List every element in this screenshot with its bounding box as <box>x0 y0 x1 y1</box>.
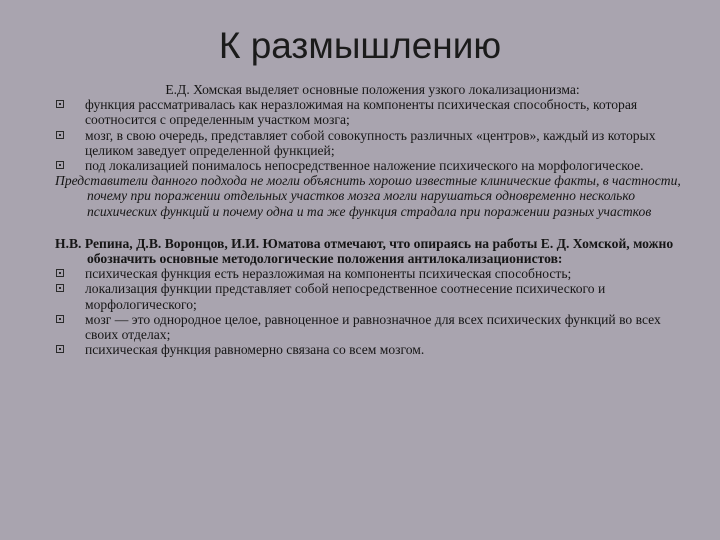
square-bullet-icon <box>56 345 64 353</box>
section1-lead: Е.Д. Хомская выделяет основные положения узкого локализационизма: <box>165 82 580 97</box>
bullet-text: функция рассматривалась как неразложимая на компоненты психическая способность, которая соотносится с определенным участком мозга; <box>85 97 638 128</box>
section1-bullet-list <box>55 97 690 173</box>
slide-content <box>55 82 690 357</box>
italic-note: Представители данного подхода не могли объяснить хорошо известные клинические факты, в частности, почему при поражении отдельных участков мозга могли нарушаться одновременно несколько психических функций и почему одна и та же функция страдала при поражении разных участков <box>55 173 681 219</box>
square-bullet-icon <box>56 100 64 108</box>
bullet-item <box>55 281 690 311</box>
bullet-item <box>55 158 690 173</box>
slide-title: К размышлению <box>218 25 502 66</box>
bullet-text: психическая функция равномерно связана со всем мозгом. <box>85 342 425 358</box>
bullet-item <box>55 266 690 281</box>
bullet-text: под локализацией понималось непосредственное наложение психического на морфологическое. <box>85 158 644 174</box>
square-bullet-icon <box>56 315 64 323</box>
bullet-item <box>55 128 690 158</box>
bullet-item <box>55 97 690 127</box>
section-spacer <box>55 219 690 236</box>
bullet-item <box>55 342 690 357</box>
bullet-text: мозг, в свою очередь, представляет собой совокупность различных «центров», каждый из которых целиком заведует определенной функцией; <box>85 127 656 158</box>
bullet-text: психическая функция есть неразложимая на компоненты психическая способность; <box>85 266 572 282</box>
square-bullet-icon <box>56 284 64 292</box>
section2-lead: Н.В. Репина, Д.В. Воронцов, И.И. Юматова отмечают, что опираясь на работы Е. Д. Хомской, можно обозначить основные методологические положения антилокализационистов: <box>55 235 674 267</box>
section2-bullet-list <box>55 266 690 357</box>
bullet-text: локализация функции представляет собой непосредственное соотнесение психического и морфологического; <box>85 281 606 312</box>
square-bullet-icon <box>56 161 64 169</box>
bullet-item <box>55 312 690 342</box>
bullet-text: мозг — это однородное целое, равноценное и равнозначное для всех психических функций во всех своих отделах; <box>85 311 661 343</box>
square-bullet-icon <box>56 269 64 277</box>
square-bullet-icon <box>56 131 64 139</box>
